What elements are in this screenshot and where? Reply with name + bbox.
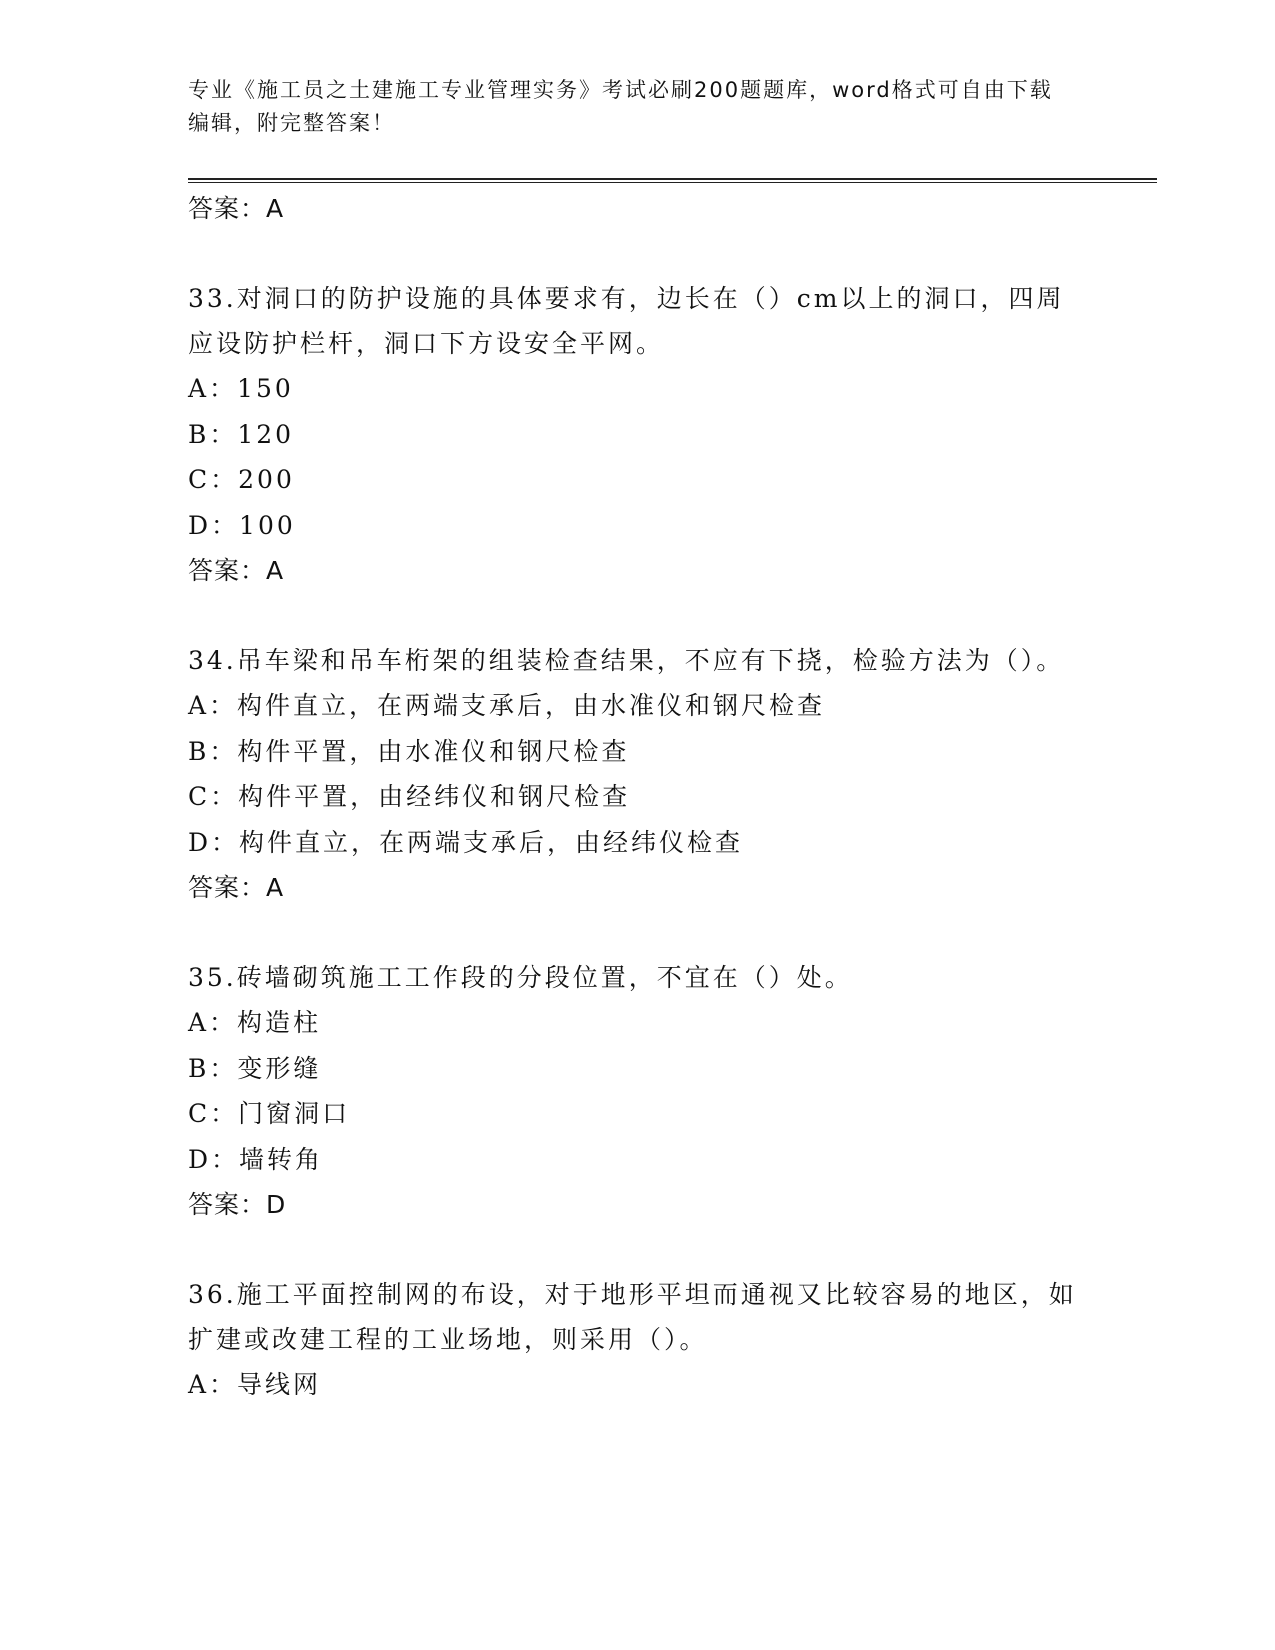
option-a: A：导线网 <box>188 1370 322 1399</box>
question-33 <box>188 276 1088 594</box>
answer-line: 答案：A <box>188 194 285 223</box>
question-text: 36.施工平面控制网的布设，对于地形平坦而通视又比较容易的地区，如扩建或改建工程的工业场地，则采用（）。 <box>188 1280 1077 1354</box>
option-a: A：150 <box>188 374 294 403</box>
option-c: C：构件平置，由经纬仪和钢尺检查 <box>188 782 631 811</box>
option-c: C：门窗洞口 <box>188 1099 351 1128</box>
question-text: 35.砖墙砌筑施工工作段的分段位置，不宜在（）处。 <box>188 963 853 992</box>
option-b: B：120 <box>188 419 295 449</box>
answer-line: 答案：D <box>188 1190 287 1219</box>
option-d: D：墙转角 <box>188 1144 324 1174</box>
option-d: D：构件直立，在两端支承后，由经纬仪检查 <box>188 827 744 857</box>
option-a: A：构造柱 <box>188 1008 322 1037</box>
question-35 <box>188 955 1088 1228</box>
question-list <box>188 186 1088 1408</box>
option-b: B：变形缝 <box>188 1053 322 1083</box>
question-text: 34.吊车梁和吊车桁架的组装检查结果，不应有下挠，检验方法为（）。 <box>188 646 1065 675</box>
header-divider <box>188 178 1157 183</box>
option-b: B：构件平置，由水准仪和钢尺检查 <box>188 736 630 766</box>
answer-line: 答案：A <box>188 556 285 585</box>
option-d: D：100 <box>188 510 296 540</box>
question-text: 33.对洞口的防护设施的具体要求有，边长在（）cm以上的洞口，四周应设防护栏杆，洞口下方设安全平网。 <box>188 284 1065 358</box>
answer-line: 答案：A <box>188 873 285 902</box>
option-a: A：构件直立，在两端支承后，由水准仪和钢尺检查 <box>188 691 826 720</box>
option-c: C：200 <box>188 465 295 494</box>
page-header: 专业《施工员之土建施工专业管理实务》考试必刷200题题库，word格式可自由下载编辑，附完整答案！ <box>188 78 1053 135</box>
question-36 <box>188 1272 1088 1408</box>
question-34 <box>188 638 1088 911</box>
